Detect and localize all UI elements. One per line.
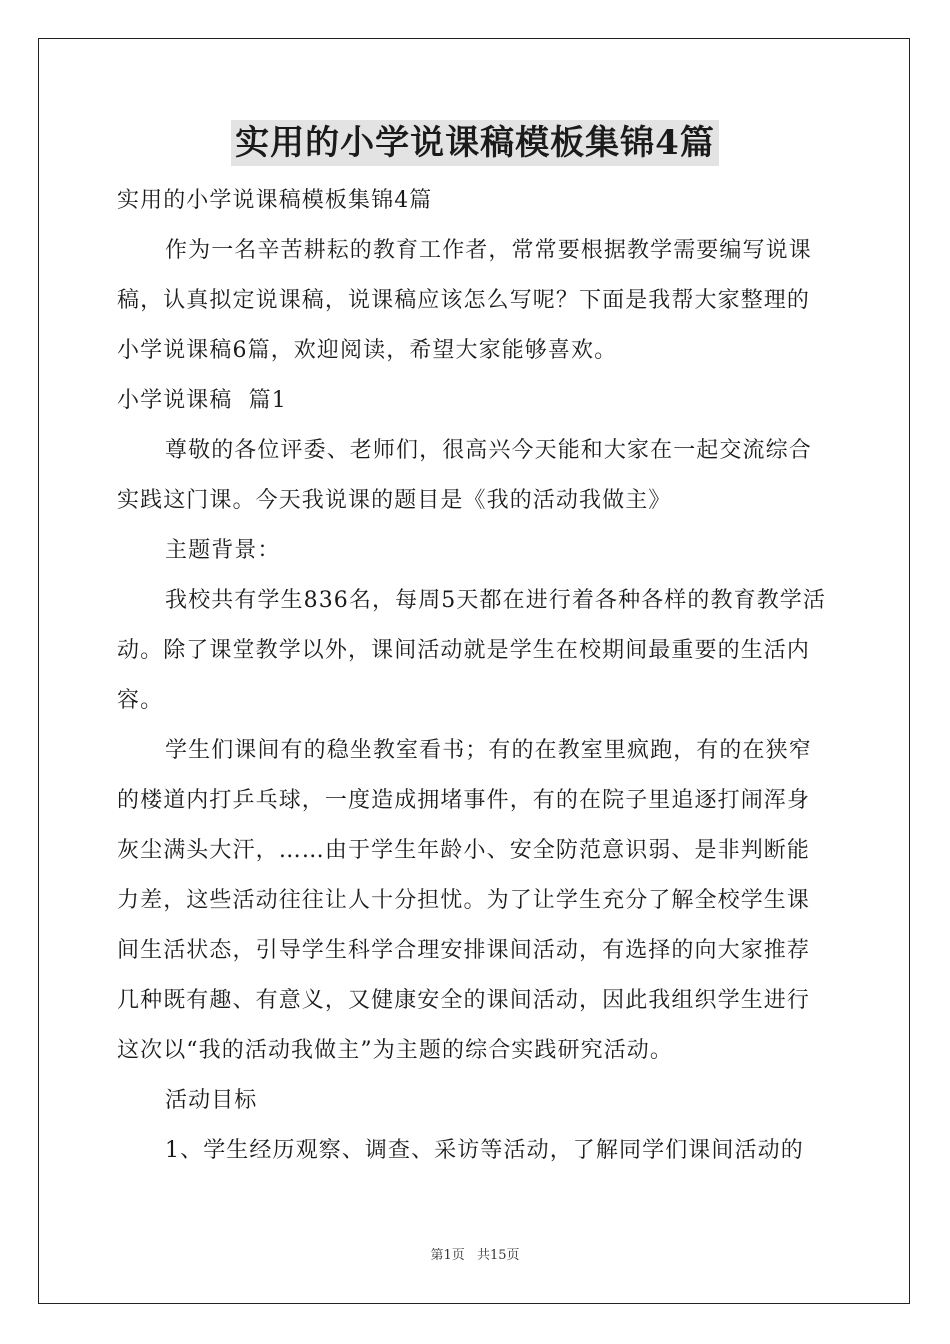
document-title: 实用的小学说课稿模板集锦4篇 — [231, 120, 719, 166]
goal-item-1: 1、学生经历观察、调查、采访等活动，了解同学们课间活动的 — [165, 1138, 804, 1163]
intro-paragraph: 作为一名辛苦耕耘的教育工作者，常常要根据教学需要编写说课稿，认真拟定说课稿，说课稿应该怎么写呢？下面是我帮大家整理的小学说课稿6篇，欢迎阅读，希望大家能够喜欢。 — [117, 238, 812, 363]
title-area — [0, 120, 950, 166]
greeting-paragraph: 尊敬的各位评委、老师们，很高兴今天能和大家在一起交流综合实践这门课。今天我说课的题目是《我的活动我做主》 — [117, 438, 812, 513]
section-heading: 小学说课稿 篇1 — [117, 388, 287, 413]
goal-heading: 活动目标 — [165, 1088, 258, 1113]
page-total: 共15页 — [476, 1248, 520, 1263]
document-body — [117, 176, 833, 1176]
page-number: 第1页 — [430, 1248, 465, 1263]
subtitle-line: 实用的小学说课稿模板集锦4篇 — [117, 188, 433, 213]
page-footer — [0, 1244, 950, 1263]
situation-paragraph: 学生们课间有的稳坐教室看书；有的在教室里疯跑，有的在狭窄的楼道内打乒乓球，一度造成拥堵事件，有的在院子里追逐打闹浑身灰尘满头大汗，……由于学生年龄小、安全防范意识弱、是非判断能力差，这些活动往往让人十分担忧。为了让学生充分了解全校学生课间生活状态，引导学生科学合理安排课间活动，有选择的向大家推荐几种既有趣、有意义，又健康安全的课间活动，因此我组织学生进行这次以“我的活动我做主”为主题的综合实践研究活动。 — [117, 738, 812, 1063]
background-heading: 主题背景： — [165, 538, 281, 563]
background-paragraph: 我校共有学生836名，每周5天都在进行着各种各样的教育教学活动。除了课堂教学以外，课间活动就是学生在校期间最重要的生活内容。 — [117, 588, 826, 713]
